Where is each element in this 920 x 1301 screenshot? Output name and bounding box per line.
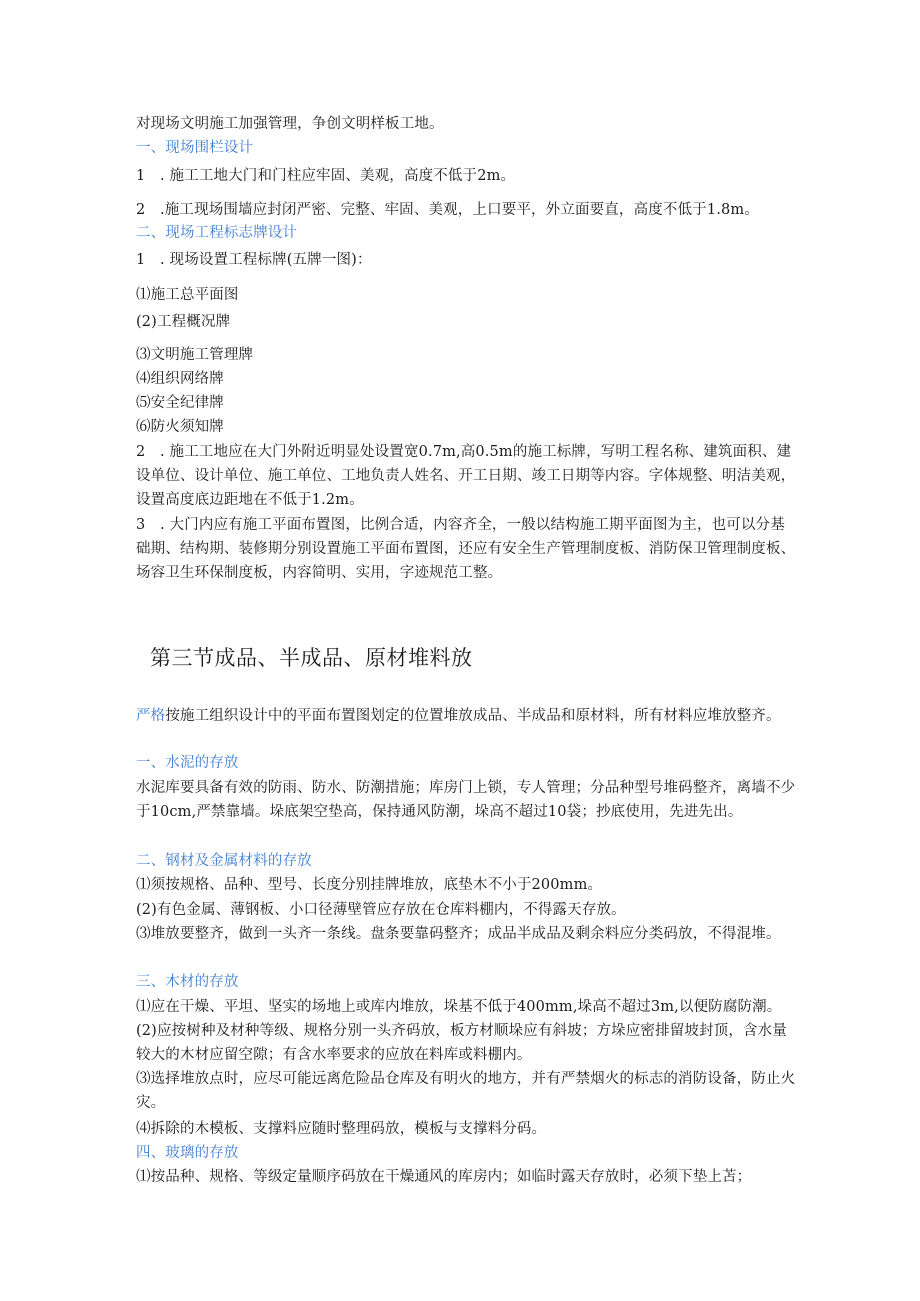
fence-item-1: 1 . 施工工地大门和门柱应牢固、美观，高度不低于2m。 (136, 168, 516, 184)
sign-item-3: 3 . 大门内应有施工平面布置图，比例合适，内容齐全，一般以结构施工期平面图为主，也可以分基础期、结构期、装修期分别设置施工平面布置图，还应有安全生产管理制度板、消防保卫管理制度板、场容卫生环保制度板，内容简明、实用，字迹规范工整。 (136, 517, 796, 581)
sign-list-item: (2)工程概况牌 (136, 314, 231, 330)
storage-intro-emphasis: 严格 (136, 708, 166, 724)
heading-sign-design: 二、现场工程标志牌设计 (136, 225, 298, 241)
storage-intro (136, 704, 796, 728)
heading-wood: 三、木材的存放 (136, 974, 239, 990)
steel-item: ⑴须按规格、品种、型号、长度分别挂牌堆放，底垫木不小于200mm。 (136, 877, 603, 893)
glass-item: ⑴按品种、规格、等级定量顺序码放在干燥通风的库房内；如临时露天存放时，必须下垫上苫； (136, 1169, 752, 1185)
heading-steel: 二、钢材及金属材料的存放 (136, 853, 312, 869)
sign-item-1: 1 . 现场设置工程标牌(五牌一图)： (136, 252, 372, 268)
sign-list-item: ⑶文明施工管理牌 (136, 347, 254, 363)
sign-item-2: 2 . 施工工地应在大门外附近明显处设置宽0.7m,高0.5m的施工标牌，写明工程名称、建筑面积、建设单位、设计单位、施工单位、工地负责人姓名、开工日期、竣工日期等内容。字体规整、明洁美观，设置高度底边距地在不低于1.2m。 (136, 444, 796, 508)
heading-glass: 四、玻璃的存放 (136, 1145, 239, 1161)
storage-intro-text: 按施工组织设计中的平面布置图划定的位置堆放成品、半成品和原材料，所有材料应堆放整齐。 (165, 708, 781, 724)
intro-line: 对现场文明施工加强管理，争创文明样板工地。 (136, 116, 444, 132)
section-title: 第三节成品、半成品、原材堆料放 (150, 646, 473, 670)
sign-list-item: ⑹防火须知牌 (136, 419, 224, 435)
wood-item: ⑷拆除的木模板、支撑料应随时整理码放，模板与支撑料分码。 (136, 1121, 547, 1137)
wood-item: ⑴应在干燥、平坦、坚实的场地上或库内堆放，垛基不低于400mm,垛高不超过3m,以便防腐防潮。 (136, 999, 782, 1015)
sign-list-item: ⑷组织网络牌 (136, 371, 224, 387)
wood-item: ⑶选择堆放点时，应尽可能远离危险品仓库及有明火的地方，并有严禁烟火的标志的消防设备，防止火灾。 (136, 1071, 796, 1111)
steel-item: ⑶堆放要整齐，做到一头齐一条线。盘条要靠码整齐；成品半成品及剩余料应分类码放，不得混堆。 (136, 926, 781, 942)
fence-item-2: 2 .施工现场围墙应封闭严密、完整、牢固、美观，上口要平，外立面要直，高度不低于1.8m。 (136, 202, 759, 218)
wood-item: (2)应按树种及材种等级、规格分别一头齐码放，板方材顺垛应有斜坡；方垛应密排留坡封顶，含水量较大的木材应留空隙；有含水率要求的应放在料库或料棚内。 (136, 1023, 787, 1063)
steel-item: (2)有色金属、薄钢板、小口径薄壁管应存放在仓库料棚内，不得露天存放。 (136, 902, 626, 918)
sign-list-item: ⑴施工总平面图 (136, 287, 239, 303)
cement-paragraph: 水泥库要具备有效的防雨、防水、防潮措施；库房门上锁，专人管理；分品种型号堆码整齐，离墙不少于10cm,严禁靠墙。垛底架空垫高，保持通风防潮，垛高不超过10袋；抄底使用，先进先出。 (136, 780, 796, 820)
sign-list-item: ⑸安全纪律牌 (136, 395, 224, 411)
heading-cement: 一、水泥的存放 (136, 755, 239, 771)
heading-fence-design: 一、现场围栏设计 (136, 140, 254, 156)
